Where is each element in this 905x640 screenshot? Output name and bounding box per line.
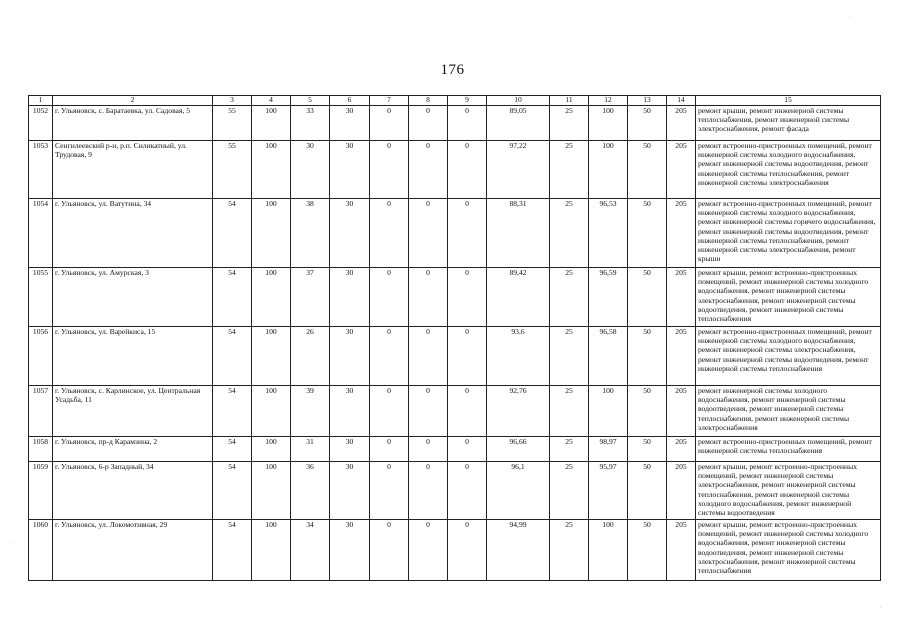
col-header: 15	[696, 96, 881, 106]
value-cell: 97,22	[487, 141, 550, 199]
value-cell: 30	[330, 327, 370, 386]
table-row	[29, 199, 881, 268]
value-cell: 100	[589, 386, 628, 437]
value-cell: 30	[330, 437, 370, 462]
col-header: 4	[252, 96, 291, 106]
scan-speck: ·	[849, 14, 851, 20]
row-number-cell: 1055	[29, 268, 53, 327]
value-cell: 39	[291, 386, 330, 437]
value-cell: 0	[409, 520, 448, 581]
value-cell: 55	[213, 141, 252, 199]
value-cell: 205	[667, 106, 696, 141]
value-cell: 100	[252, 106, 291, 141]
works-cell: ремонт крыши, ремонт встроенно-пристроенных помещений, ремонт инженерной системы холодного водоснабжения, ремонт инженерной системы водоотведения, ремонт инженерной системы электроснабжения, ремонт инженерной системы теплоснабжения	[696, 520, 881, 581]
value-cell: 50	[628, 386, 667, 437]
row-number-cell: 1060	[29, 520, 53, 581]
table-row	[29, 386, 881, 437]
value-cell: 100	[589, 520, 628, 581]
value-cell: 30	[330, 462, 370, 520]
scan-speck: ·	[880, 605, 882, 611]
value-cell: 96,53	[589, 199, 628, 268]
value-cell: 0	[409, 199, 448, 268]
value-cell: 0	[370, 462, 409, 520]
works-cell: ремонт встроенно-пристроенных помещений, ремонт инженерной системы теплоснабжения	[696, 437, 881, 462]
value-cell: 0	[370, 199, 409, 268]
value-cell: 25	[550, 268, 589, 327]
value-cell: 89,05	[487, 106, 550, 141]
address-cell: г. Ульяновск, с. Карлинское, ул. Центральная Усадьба, 11	[53, 386, 213, 437]
scan-speck: ·	[12, 540, 14, 546]
value-cell: 34	[291, 520, 330, 581]
value-cell: 50	[628, 520, 667, 581]
col-header: 7	[370, 96, 409, 106]
value-cell: 30	[330, 520, 370, 581]
value-cell: 54	[213, 437, 252, 462]
value-cell: 26	[291, 327, 330, 386]
col-header: 13	[628, 96, 667, 106]
address-cell: г. Ульяновск, ул. Локомотивная, 29	[53, 520, 213, 581]
value-cell: 0	[409, 462, 448, 520]
value-cell: 205	[667, 437, 696, 462]
value-cell: 25	[550, 106, 589, 141]
page-number: 176	[440, 62, 465, 78]
value-cell: 50	[628, 106, 667, 141]
value-cell: 100	[252, 462, 291, 520]
address-cell: г. Ульяновск, ул. Ватутина, 34	[53, 199, 213, 268]
table-row	[29, 327, 881, 386]
works-cell: ремонт встроенно-пристроенных помещений, ремонт инженерной системы холодного водоснабжения, ремонт инженерной системы водоотведения, ремонт инженерной системы теплоснабжения, ремонт инженерной системы электроснабжения	[696, 141, 881, 199]
col-header: 3	[213, 96, 252, 106]
value-cell: 54	[213, 386, 252, 437]
row-number-cell: 1052	[29, 106, 53, 141]
value-cell: 96,1	[487, 462, 550, 520]
value-cell: 50	[628, 327, 667, 386]
value-cell: 0	[448, 199, 487, 268]
value-cell: 95,97	[589, 462, 628, 520]
value-cell: 37	[291, 268, 330, 327]
value-cell: 98,97	[589, 437, 628, 462]
value-cell: 100	[589, 106, 628, 141]
row-number-cell: 1054	[29, 199, 53, 268]
value-cell: 0	[409, 327, 448, 386]
value-cell: 30	[330, 268, 370, 327]
value-cell: 94,99	[487, 520, 550, 581]
works-cell: ремонт встроенно-пристроенных помещений, ремонт инженерной системы холодного водоснабжения, ремонт инженерной системы горячего водоснабжения, ремонт инженерной системы водоотведения, ремонт инженерной системы теплоснабжения, ремонт инженерной системы электроснабжения, ремонт крыши	[696, 199, 881, 268]
value-cell: 30	[330, 106, 370, 141]
value-cell: 25	[550, 199, 589, 268]
value-cell: 0	[409, 141, 448, 199]
header-row	[29, 96, 881, 106]
value-cell: 50	[628, 268, 667, 327]
value-cell: 0	[448, 327, 487, 386]
value-cell: 50	[628, 462, 667, 520]
col-header: 2	[53, 96, 213, 106]
value-cell: 0	[409, 268, 448, 327]
address-cell: г. Ульяновск, 6-р Западный, 34	[53, 462, 213, 520]
col-header: 8	[409, 96, 448, 106]
address-cell: г. Ульяновск, с. Баратаевка, ул. Садовая, 5	[53, 106, 213, 141]
value-cell: 0	[448, 520, 487, 581]
value-cell: 205	[667, 520, 696, 581]
value-cell: 93,6	[487, 327, 550, 386]
row-number-cell: 1053	[29, 141, 53, 199]
col-header: 14	[667, 96, 696, 106]
value-cell: 25	[550, 386, 589, 437]
value-cell: 55	[213, 106, 252, 141]
works-cell: ремонт крыши, ремонт встроенно-пристроенных помещений, ремонт инженерной системы холодного водоснабжения, ремонт инженерной системы электроснабжения, ремонт инженерной системы водоотведения, ремонт инженерной системы теплоснабжения	[696, 268, 881, 327]
value-cell: 36	[291, 462, 330, 520]
works-cell: ремонт встроенно-пристроенных помещений, ремонт инженерной системы холодного водоснабжения, ремонт инженерной системы электроснабжения, ремонт инженерной системы водоотведения, ремонт инженерной системы теплоснабжения	[696, 327, 881, 386]
col-header: 6	[330, 96, 370, 106]
value-cell: 100	[589, 141, 628, 199]
col-header: 9	[448, 96, 487, 106]
value-cell: 0	[448, 106, 487, 141]
value-cell: 100	[252, 199, 291, 268]
table-row	[29, 520, 881, 581]
col-header: 5	[291, 96, 330, 106]
value-cell: 25	[550, 462, 589, 520]
value-cell: 50	[628, 141, 667, 199]
value-cell: 100	[252, 141, 291, 199]
value-cell: 30	[330, 199, 370, 268]
value-cell: 205	[667, 141, 696, 199]
value-cell: 89,42	[487, 268, 550, 327]
value-cell: 0	[370, 106, 409, 141]
value-cell: 50	[628, 199, 667, 268]
value-cell: 205	[667, 386, 696, 437]
col-header: 11	[550, 96, 589, 106]
row-number-cell: 1056	[29, 327, 53, 386]
row-number-cell: 1057	[29, 386, 53, 437]
value-cell: 96,59	[589, 268, 628, 327]
value-cell: 0	[370, 386, 409, 437]
value-cell: 25	[550, 327, 589, 386]
value-cell: 205	[667, 199, 696, 268]
value-cell: 54	[213, 199, 252, 268]
value-cell: 0	[448, 141, 487, 199]
value-cell: 33	[291, 106, 330, 141]
value-cell: 205	[667, 327, 696, 386]
table-row	[29, 106, 881, 141]
value-cell: 0	[448, 268, 487, 327]
value-cell: 100	[252, 268, 291, 327]
value-cell: 30	[291, 141, 330, 199]
value-cell: 100	[252, 437, 291, 462]
value-cell: 0	[370, 327, 409, 386]
table-row	[29, 141, 881, 199]
value-cell: 38	[291, 199, 330, 268]
value-cell: 0	[409, 386, 448, 437]
address-cell: г. Ульяновск, ул. Амурская, 3	[53, 268, 213, 327]
value-cell: 0	[370, 520, 409, 581]
repair-table	[28, 95, 881, 581]
value-cell: 0	[409, 437, 448, 462]
value-cell: 0	[409, 106, 448, 141]
value-cell: 205	[667, 268, 696, 327]
row-number-cell: 1059	[29, 462, 53, 520]
col-header: 10	[487, 96, 550, 106]
value-cell: 50	[628, 437, 667, 462]
value-cell: 0	[370, 141, 409, 199]
value-cell: 92,76	[487, 386, 550, 437]
value-cell: 25	[550, 437, 589, 462]
value-cell: 30	[330, 141, 370, 199]
value-cell: 205	[667, 462, 696, 520]
col-header: 1	[29, 96, 53, 106]
table-row	[29, 268, 881, 327]
value-cell: 25	[550, 520, 589, 581]
value-cell: 100	[252, 520, 291, 581]
value-cell: 54	[213, 268, 252, 327]
value-cell: 0	[370, 268, 409, 327]
value-cell: 30	[330, 386, 370, 437]
value-cell: 0	[448, 437, 487, 462]
value-cell: 0	[448, 462, 487, 520]
col-header: 12	[589, 96, 628, 106]
value-cell: 0	[370, 437, 409, 462]
value-cell: 96,66	[487, 437, 550, 462]
works-cell: ремонт крыши, ремонт встроенно-пристроенных помещений, ремонт инженерной системы электроснабжения, ремонт инженерной системы теплоснабжения, ремонт инженерной системы холодного водоснабжения, ремонт инженерной системы водоотведения	[696, 462, 881, 520]
value-cell: 54	[213, 327, 252, 386]
value-cell: 100	[252, 386, 291, 437]
works-cell: ремонт инженерной системы холодного водоснабжения, ремонт инженерной системы водоотведения, ремонт инженерной системы теплоснабжения, ремонт инженерной системы электроснабжения	[696, 386, 881, 437]
value-cell: 96,58	[589, 327, 628, 386]
table-row	[29, 462, 881, 520]
value-cell: 54	[213, 462, 252, 520]
value-cell: 25	[550, 141, 589, 199]
value-cell: 100	[252, 327, 291, 386]
works-cell: ремонт крыши, ремонт инженерной системы теплоснабжения, ремонт инженерной системы электроснабжения, ремонт фасада	[696, 106, 881, 141]
value-cell: 0	[448, 386, 487, 437]
address-cell: г. Ульяновск, пр-д Карамзина, 2	[53, 437, 213, 462]
value-cell: 88,31	[487, 199, 550, 268]
address-cell: г. Ульяновск, ул. Варейкиса, 15	[53, 327, 213, 386]
table-row	[29, 437, 881, 462]
value-cell: 54	[213, 520, 252, 581]
row-number-cell: 1058	[29, 437, 53, 462]
value-cell: 31	[291, 437, 330, 462]
address-cell: Сенгилеевский р-н, р.п. Силикатный, ул. Трудовая, 9	[53, 141, 213, 199]
